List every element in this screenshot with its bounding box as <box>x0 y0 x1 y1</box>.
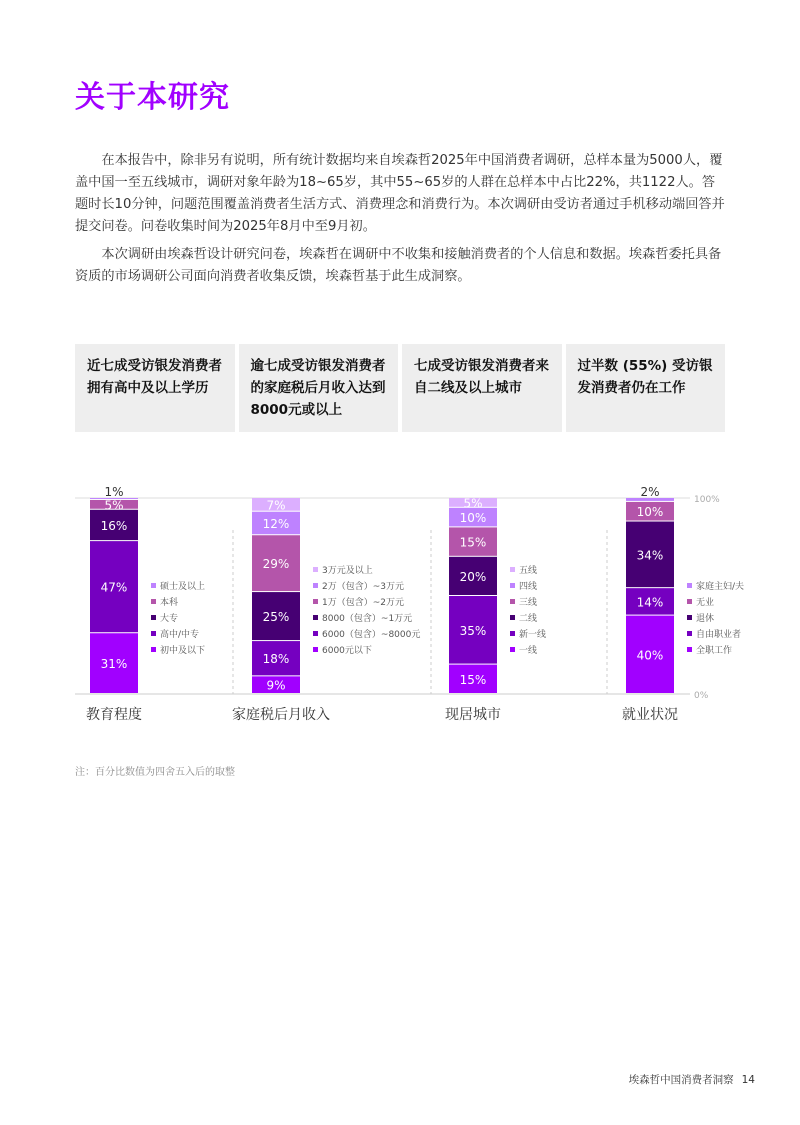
legend-label: 四线 <box>519 582 538 592</box>
legend-label: 硕士及以上 <box>160 582 206 592</box>
data-label: 15% <box>459 535 487 550</box>
legend-label: 3万元及以上 <box>322 566 373 576</box>
legend-swatch <box>151 583 156 588</box>
data-label: 35% <box>459 623 487 638</box>
legend-swatch <box>510 583 515 588</box>
legend-label: 新一线 <box>519 630 547 640</box>
data-label: 20% <box>459 569 487 584</box>
category-label: 现居城市 <box>445 707 501 723</box>
data-label: 7% <box>266 498 286 513</box>
legend-swatch <box>510 599 515 604</box>
legend-label: 初中及以下 <box>160 646 206 656</box>
page-title: 关于本研究 <box>75 80 230 115</box>
chart-note: 注：百分比数值为四舍五入后的取整 <box>75 767 235 778</box>
data-label: 47% <box>100 580 128 595</box>
data-label: 10% <box>459 511 487 526</box>
legend-swatch <box>313 567 318 572</box>
data-label: 5% <box>104 498 124 513</box>
data-label: 14% <box>636 595 664 610</box>
data-label: 40% <box>636 648 664 663</box>
footer-source: 埃森哲中国消费者洞察 <box>628 1074 734 1086</box>
legend-swatch <box>151 615 156 620</box>
page-footer <box>629 1072 755 1087</box>
category-label: 家庭税后月收入 <box>232 707 330 723</box>
highlight-card-city: 七成受访银发消费者来自二线及以上城市 <box>402 344 562 432</box>
axis-tick-label: 100% <box>694 495 720 505</box>
legend-swatch <box>313 631 318 636</box>
legend-swatch <box>687 647 692 652</box>
legend-swatch <box>687 631 692 636</box>
legend-label: 6000（包含）~8000元 <box>322 630 421 640</box>
legend-label: 高中/中专 <box>160 630 200 640</box>
intro-paragraph-1: 在本报告中，除非另有说明，所有统计数据均来自埃森哲2025年中国消费者调研，总样本量为5000人，覆盖中国一至五线城市，调研对象年龄为18~65岁，其中55~65岁的人群在总样本中占比22%，共1122人。答题时长10分钟，问题范围覆盖消费者生活方式、消费理念和消费行为。本次调研由受访者通过手机移动端回答并提交问卷。问卷收集时间为2025年8月中至9月初。 <box>75 153 725 234</box>
legend-swatch <box>510 567 515 572</box>
legend-label: 三线 <box>519 598 538 608</box>
data-label: 31% <box>100 657 128 672</box>
legend-swatch <box>687 583 692 588</box>
legend-label: 8000（包含）~1万元 <box>322 614 413 624</box>
legend-swatch <box>687 615 692 620</box>
legend-label: 2万（包含）~3万元 <box>322 582 404 592</box>
data-label: 34% <box>636 548 664 563</box>
legend-label: 家庭主妇/夫 <box>696 582 745 592</box>
data-label: 29% <box>262 557 290 572</box>
legend-label: 无业 <box>696 598 715 608</box>
data-label: 25% <box>262 610 290 625</box>
highlight-card-employment: 过半数 (55%) 受访银发消费者仍在工作 <box>566 344 726 432</box>
legend-label: 自由职业者 <box>696 630 742 640</box>
legend-label: 一线 <box>519 646 538 656</box>
highlight-card-education: 近七成受访银发消费者拥有高中及以上学历 <box>75 344 235 432</box>
highlight-card-income: 逾七成受访银发消费者的家庭税后月收入达到8000元或以上 <box>239 344 399 432</box>
legend-swatch <box>510 647 515 652</box>
legend-label: 6000元以下 <box>322 646 372 656</box>
legend-label: 大专 <box>160 614 179 624</box>
legend-label: 本科 <box>160 598 179 608</box>
legend-label: 1万（包含）~2万元 <box>322 598 404 608</box>
data-label: 5% <box>463 496 483 511</box>
legend-swatch <box>151 647 156 652</box>
data-label: 12% <box>262 516 290 531</box>
legend-swatch <box>151 631 156 636</box>
data-label: 15% <box>459 672 487 687</box>
legend-swatch <box>313 583 318 588</box>
legend-swatch <box>687 599 692 604</box>
intro-paragraph-2: 本次调研由埃森哲设计研究问卷，埃森哲在调研中不收集和接触消费者的个人信息和数据。埃森哲委托具备资质的市场调研公司面向消费者收集反馈，埃森哲基于此生成洞察。 <box>75 247 722 284</box>
legend-label: 全职工作 <box>696 646 733 656</box>
legend-swatch <box>510 615 515 620</box>
legend-swatch <box>313 615 318 620</box>
legend-swatch <box>151 599 156 604</box>
category-label: 教育程度 <box>86 707 142 723</box>
data-label: 1% <box>104 485 124 499</box>
category-label: 就业状况 <box>622 707 678 723</box>
legend-swatch <box>510 631 515 636</box>
page-number: 14 <box>741 1074 755 1086</box>
data-label: 10% <box>636 505 664 520</box>
data-label: 9% <box>266 678 286 693</box>
legend-label: 退休 <box>696 614 715 624</box>
legend-swatch <box>313 647 318 652</box>
legend-label: 五线 <box>519 566 538 576</box>
stacked-bar-chart <box>0 470 800 730</box>
highlight-cards <box>75 344 725 432</box>
legend-label: 二线 <box>519 614 538 624</box>
axis-tick-label: 0% <box>694 691 709 701</box>
data-label: 18% <box>262 652 290 667</box>
data-label: 2% <box>640 485 660 499</box>
legend-swatch <box>313 599 318 604</box>
data-label: 16% <box>100 518 128 533</box>
